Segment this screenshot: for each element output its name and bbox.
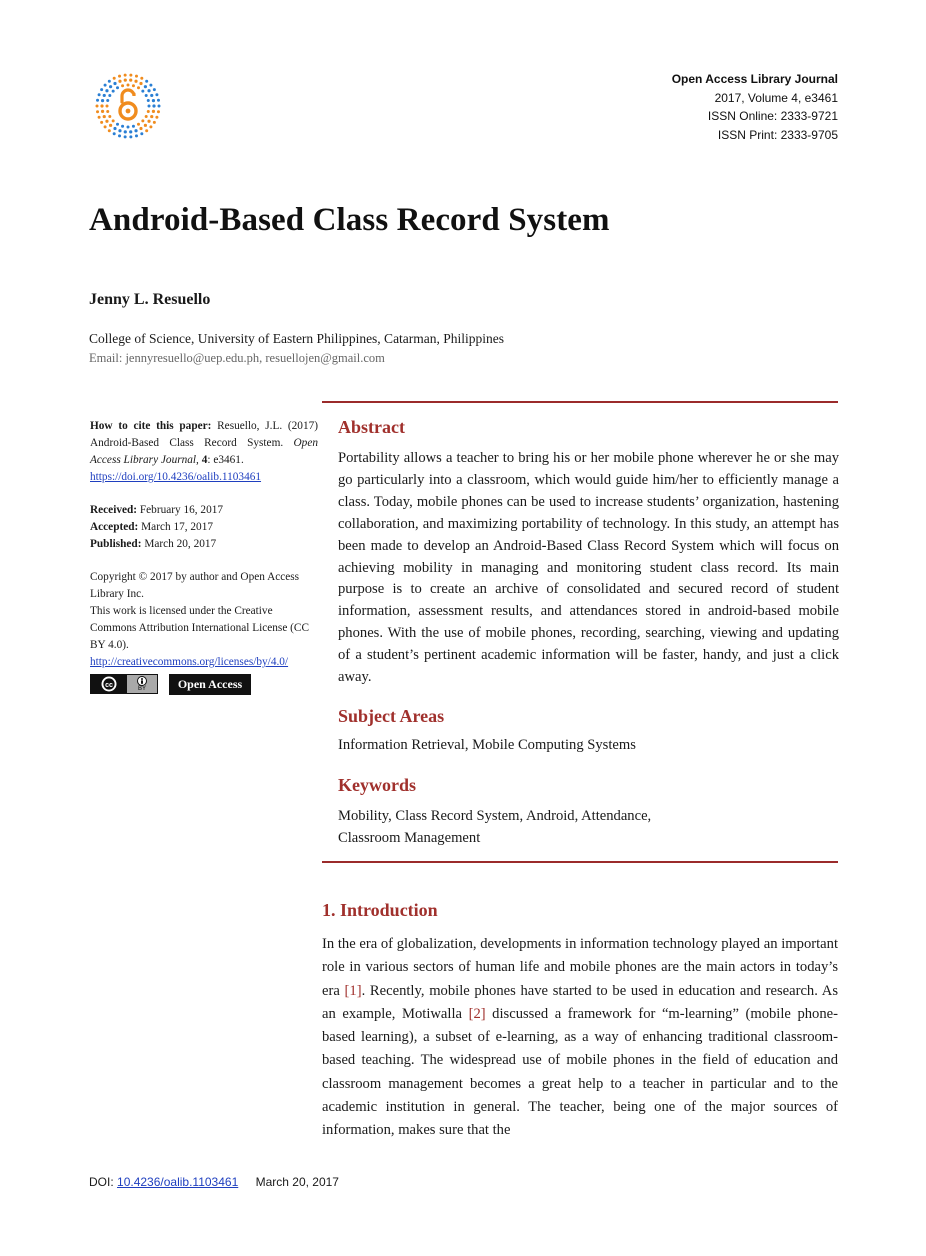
- abstract-body: Portability allows a teacher to bring his or her mobile phone wherever he or she may go particularly into a classroom, which would guide him/her to efficiently manage a class. Today, mobile phones can be used to increase students’ organization, hastening collaboration, and maximizing portability of technology. In this study, an attempt has been made to develop an Android-Based Class Record System which will focus on achieving mobility in managing and monitoring student class record. Its main purpose is to create an archive of consolidated and secured record of student information, assessment results, and attendances stored in android-based mobile phones. With the use of mobile phones, recording, searching, viewing and updating of a student’s pertinent academic information will be faster, handy, and just a click away.: [338, 450, 839, 686]
- abstract-top-rule: [322, 401, 838, 403]
- by-label: BY: [137, 685, 146, 692]
- by-icon: [127, 676, 157, 693]
- license-badges: [90, 674, 318, 695]
- accepted-date: March 17, 2017: [141, 521, 213, 533]
- author-affiliation: College of Science, University of Eastern Philippines, Catarman, Philippines: [89, 331, 505, 346]
- footer-date: March 20, 2017: [255, 1175, 339, 1189]
- subject-areas-text: Information Retrieval, Mobile Computing Systems: [338, 737, 636, 753]
- published-label: Published:: [90, 538, 142, 550]
- open-access-logo-icon: [94, 72, 162, 140]
- reference-link-1[interactable]: [1]: [344, 982, 362, 999]
- introduction-heading: 1. Introduction: [322, 900, 438, 920]
- footer-doi-label: DOI:: [89, 1175, 114, 1189]
- cite-article: : e3461.: [207, 454, 244, 466]
- footer-doi-link[interactable]: 10.4236/oalib.1103461: [117, 1175, 239, 1189]
- doi-link[interactable]: https://doi.org/10.4236/oalib.1103461: [90, 471, 262, 483]
- citation-sidebar: [90, 418, 318, 695]
- received-line: [90, 502, 318, 519]
- reference-link-2[interactable]: [2]: [468, 1005, 486, 1022]
- author-name: Jenny L. Resuello: [89, 291, 211, 308]
- issn-print: ISSN Print: 2333-9705: [717, 127, 838, 142]
- accepted-line: [90, 519, 318, 536]
- cc-icon: [91, 675, 127, 693]
- accepted-label: Accepted:: [90, 521, 139, 533]
- cite-volume: 4: [201, 454, 208, 466]
- keywords-heading: Keywords: [338, 775, 416, 795]
- open-access-badge[interactable]: Open Access: [169, 674, 251, 695]
- cite-label: How to cite this paper:: [90, 420, 212, 432]
- keywords-text: [338, 806, 651, 850]
- author-email: Email: jennyresuello@uep.edu.ph, resuellojen@gmail.com: [89, 351, 385, 365]
- cc-by-badge[interactable]: [90, 674, 158, 694]
- issn-online: ISSN Online: 2333-9721: [707, 109, 838, 123]
- svg-text:cc: cc: [105, 681, 113, 689]
- cite-journal: Open Access Library Journal,: [90, 437, 318, 466]
- journal-volume: 2017, Volume 4, e3461: [714, 90, 838, 105]
- intro-text-1: In the era of globalization, developments in information technology played an important role in various sectors of human life and mobile phones are the main actors in today’s era: [322, 936, 838, 999]
- keywords-line-1: Mobility, Class Record System, Android, Attendance,: [338, 808, 652, 824]
- introduction-body: [322, 933, 838, 1143]
- page-footer: [89, 1175, 339, 1189]
- journal-name: Open Access Library Journal: [671, 72, 838, 86]
- cite-text: Resuello, J.L. (2017) Android-Based Class Record System.: [90, 420, 319, 449]
- published-date: March 20, 2017: [144, 538, 217, 550]
- received-label: Received:: [90, 504, 138, 516]
- abstract-heading: Abstract: [338, 417, 405, 437]
- intro-text-3: discussed a framework for “m-learning” (mobile phone-based learning), a subset of e-learning, as a way of enhancing traditional classroom-based teaching. The widespread use of mobile phones in the field of education and classroom management becomes a great help to a teacher in particular and to the academic institution in general. The teacher, being one of the major sources of information, makes sure that the: [322, 1005, 838, 1139]
- paper-title: Android-Based Class Record System: [89, 202, 610, 238]
- citation-block: [90, 418, 318, 469]
- received-date: February 16, 2017: [139, 504, 224, 516]
- abstract-bottom-rule: [322, 861, 838, 863]
- subject-areas-heading: Subject Areas: [338, 706, 445, 726]
- journal-info: [672, 70, 838, 144]
- copyright-text: Copyright © 2017 by author and Open Access Library Inc.: [90, 571, 300, 600]
- published-line: [90, 536, 318, 553]
- keywords-line-2: Classroom Management: [338, 829, 481, 846]
- intro-text-2: . Recently, mobile phones have started to be used in education and research. As an example, Motiwalla: [322, 982, 838, 1022]
- license-link[interactable]: http://creativecommons.org/licenses/by/4.0/: [90, 656, 289, 668]
- license-text: This work is licensed under the Creative Commons Attribution International License (CC BY 4.0).: [90, 605, 310, 651]
